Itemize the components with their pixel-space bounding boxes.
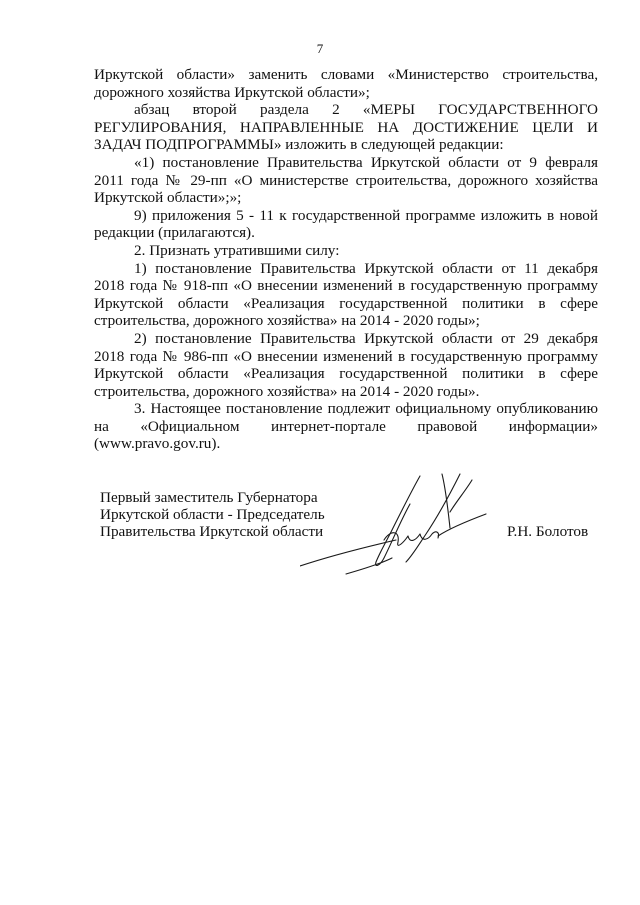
signatory-title-line: Правительства Иркутской области [100,523,324,540]
body-text [94,66,598,453]
signatory-title [100,489,325,540]
paragraph: 9) приложения 5 - 11 к государственной программе изложить в новой редакции (прилагаются). [94,206,598,242]
paragraph: абзац второй раздела 2 «МЕРЫ ГОСУДАРСТВЕННОГО РЕГУЛИРОВАНИЯ, НАПРАВЛЕННЫЕ НА ДОСТИЖЕНИЕ ЦЕЛИ И ЗАДАЧ ПОДПРОГРАММЫ» изложить в следующей редакции: [94,101,598,154]
page-number: 7 [316,41,324,56]
paragraph: «1) постановление Правительства Иркутской области от 9 февраля 2011 года № 29-пп «О министерстве строительства, дорожного хозяйства Иркутской области»;»; [94,153,598,207]
signatory-name: Р.Н. Болотов [507,523,589,540]
paragraph: 3. Настоящее постановление подлежит официальному опубликованию на «Официальном интернет-портале правовой информации» (www.pravo.gov.ru). [94,400,598,453]
paragraph: 2) постановление Правительства Иркутской области от 29 декабря 2018 года № 986-пп «О внесении изменений в государственную программу Иркутской области «Реализация государственной политики в сфере строительства, дорожного хозяйства» на 2014 - 2020 годы». [94,329,598,400]
paragraph: Иркутской области» заменить словами «Министерство строительства, дорожного хозяйства Иркутской области»; [94,66,598,101]
handwritten-signature [300,470,500,580]
signatory-title-line: Первый заместитель Губернатора [100,489,318,506]
signatory-title-line: Иркутской области - Председатель [100,506,325,523]
paragraph: 2. Признать утратившими силу: [134,241,340,259]
paragraph: 1) постановление Правительства Иркутской области от 11 декабря 2018 года № 918-пп «О внесении изменений в государственную программу Иркутской области «Реализация государственной политики в сфере строительства, дорожного хозяйства» на 2014 - 2020 годы»; [94,259,598,330]
